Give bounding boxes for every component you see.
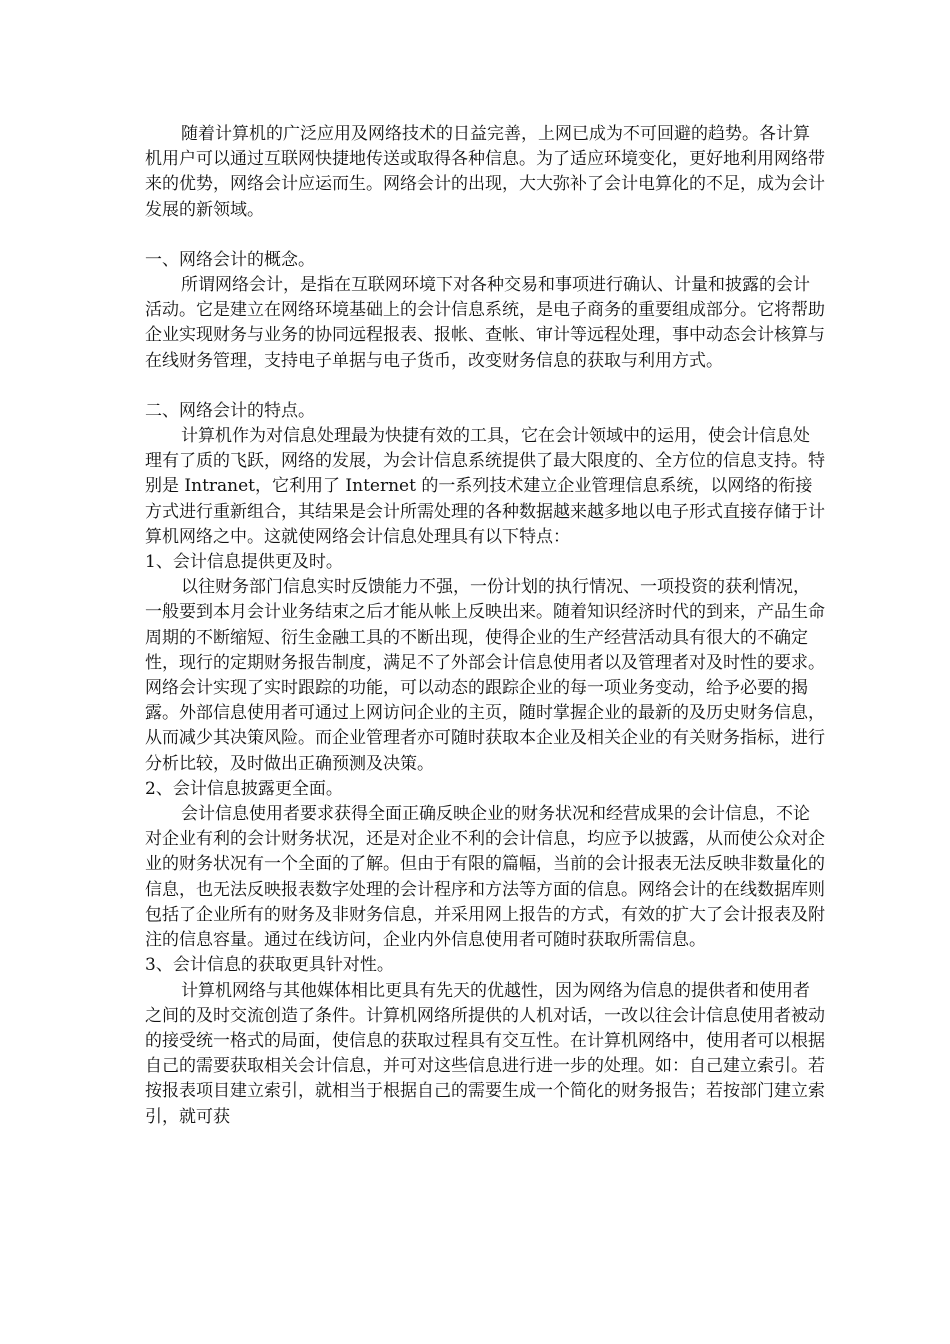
document-page (145, 122, 825, 1130)
point1-heading: 1、会计信息提供更及时。 (145, 552, 343, 573)
section1-heading: 一、网络会计的概念。 (145, 249, 315, 270)
point3-heading: 3、会计信息的获取更具针对性。 (145, 955, 394, 976)
blank-line (145, 223, 825, 248)
point1-paragraph: 以往财务部门信息实时反馈能力不强，一份计划的执行情况、一项投资的获利情况，一般要到本月会计业务结束之后才能从帐上反映出来。随着知识经济时代的到来，产品生命周期的不断缩短、衍生金融工具的不断出现，使得企业的生产经营活动具有很大的不确定性，现行的定期财务报告制度，满足不了外部会计信息使用者以及管理者对及时性的要求。网络会计实现了实时跟踪的功能，可以动态的跟踪企业的每一项业务变动，给予必要的揭露。外部信息使用者可通过上网访问企业的主页，随时掌握企业的最新的及历史财务信息，从而减少其决策风险。而企业管理者亦可随时获取本企业及相关企业的有关财务指标，进行分析比较，及时做出正确预测及决策。 (145, 577, 825, 774)
section2-paragraph: 计算机作为对信息处理最为快捷有效的工具，它在会计领域中的运用，使会计信息处理有了质的飞跃，网络的发展，为会计信息系统提供了最大限度的、全方位的信息支持。特别是 Intranet，它利用了 Internet 的一系列技术建立企业管理信息系统，以网络的衔接方式进行重新组合，其结果是会计所需处理的各种数据越来越多地以电子形式直接存储于计算机网络之中。这就使网络会计信息处理具有以下特点： (145, 426, 825, 547)
section2-heading: 二、网络会计的特点。 (145, 400, 315, 421)
section1-paragraph: 所谓网络会计，是指在互联网环境下对各种交易和事项进行确认、计量和披露的会计活动。它是建立在网络环境基础上的会计信息系统，是电子商务的重要组成部分。它将帮助企业实现财务与业务的协同远程报表、报帐、查帐、审计等远程处理，事中动态会计核算与在线财务管理，支持电子单据与电子货币，改变财务信息的获取与利用方式。 (145, 275, 825, 371)
point2-heading: 2、会计信息披露更全面。 (145, 778, 343, 799)
point2-paragraph: 会计信息使用者要求获得全面正确反映企业的财务状况和经营成果的会计信息，不论对企业有利的会计财务状况，还是对企业不利的会计信息，均应予以披露，从而使公众对企业的财务状况有一个全面的了解。但由于有限的篇幅，当前的会计报表无法反映非数量化的信息，也无法反映报表数字处理的会计程序和方法等方面的信息。网络会计的在线数据库则包括了企业所有的财务及非财务信息，并采用网上报告的方式，有效的扩大了会计报表及附注的信息容量。通过在线访问，企业内外信息使用者可随时获取所需信息。 (145, 804, 825, 951)
point3-paragraph: 计算机网络与其他媒体相比更具有先天的优越性，因为网络为信息的提供者和使用者之间的及时交流创造了条件。计算机网络所提供的人机对话，一改以往会计信息使用者被动的接受统一格式的局面，使信息的获取过程具有交互性。在计算机网络中，使用者可以根据自己的需要获取相关会计信息，并可对这些信息进行进一步的处理。如：自己建立索引。若按报表项目建立索引，就相当于根据自己的需要生成一个简化的财务报告；若按部门建立索引，就可获 (145, 980, 825, 1127)
blank-line (145, 374, 825, 399)
intro-paragraph: 随着计算机的广泛应用及网络技术的日益完善，上网已成为不可回避的趋势。各计算机用户可以通过互联网快捷地传送或取得各种信息。为了适应环境变化，更好地利用网络带来的优势，网络会计应运而生。网络会计的出现，大大弥补了会计电算化的不足，成为会计发展的新领域。 (145, 124, 825, 220)
